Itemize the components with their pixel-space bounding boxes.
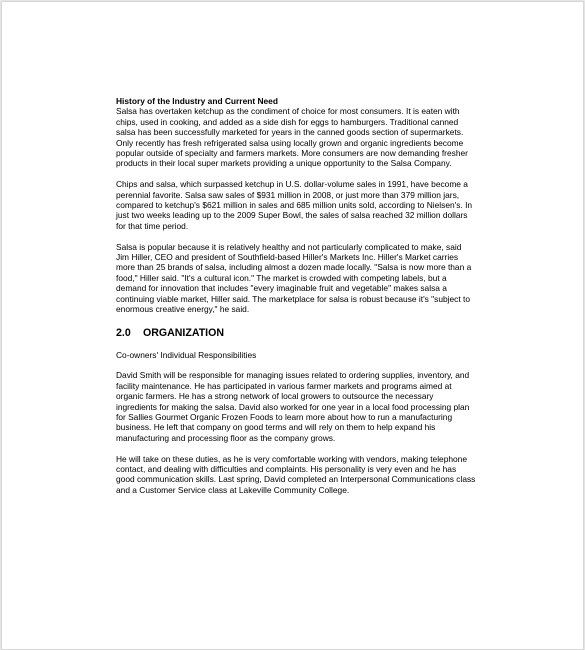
section-title-text: ORGANIZATION — [143, 326, 225, 339]
organization-paragraph-1: David Smith will be responsible for managing issues related to ordering supplies, inventory, and facility maintenance. He has participated in various farmer markets and programs aimed at organic farmers. He has a strong network of local growers to outsource the necessary ingredients for making the salsa. David also worked for one year in a local food processing plan for Sallies Gourmet Organic Frozen Foods to learn more about how to run a manufacturing business. He left that company on good terms and will rely on them to help expand his manufacturing and processing floor as the company grows. — [116, 370, 470, 443]
history-paragraph-1: Salsa has overtaken ketchup as the condiment of choice for most consumers. It is eaten with chips, used in cooking, and added as a side dish for eggs to hamburgers. Traditional canned salsa has been successfully marketed for years in the canned goods section of supermarkets. Only recently has fresh refrigerated salsa using locally grown and organic ingredients become popular outside of specialty and farmers markets. More consumers are now demanding fresher products in their local super markets providing a unique opportunity to the Salsa Company. — [116, 106, 468, 169]
history-paragraph-3: Salsa is popular because it is relatively healthy and not particularly complicated to make, said Jim Hiller, CEO and president of Southfield-based Hiller's Markets Inc. Hiller's Market carries more than 25 brands of salsa, including almost a dozen made locally. "Salsa is now more than a food," Hiller said. "It's a cultural icon." The market is crowded with competing labels, but a demand for innovation that includes "every imaginable fruit and vegetable" makes salsa a continuing viable market, Hiller said. The marketplace for salsa is robust because it's "subject to enormous creative energy," he said. — [116, 241, 472, 315]
section-number: 2.0 — [116, 326, 131, 339]
co-owners-subheading: Co-owners' Individual Responsibilities — [116, 349, 257, 360]
history-heading: History of the Industry and Current Need — [116, 96, 278, 106]
document-page — [1, 1, 584, 650]
history-paragraph-2: Chips and salsa, which surpassed ketchup in U.S. dollar-volume sales in 1991, have become a perennial favorite. Salsa saw sales of $931 million in 2008, or just more than 379 million jars, compared to ketchup's $621 million in sales and 685 million units sold, according to Nielsen's. In just two weeks leading up to the 2009 Super Bowl, the sales of salsa reached 32 million dollars for that time period. — [116, 179, 473, 231]
page-content — [116, 96, 476, 506]
organization-paragraph-2: He will take on these duties, as he is very comfortable working with vendors, making telephone contact, and dealing with difficulties and complaints. His personality is very even and he has good communication skills. Last spring, David completed an Interpersonal Communications class and a Customer Service class at Lakeville Community College. — [116, 453, 476, 495]
section-title-organization — [116, 327, 476, 339]
